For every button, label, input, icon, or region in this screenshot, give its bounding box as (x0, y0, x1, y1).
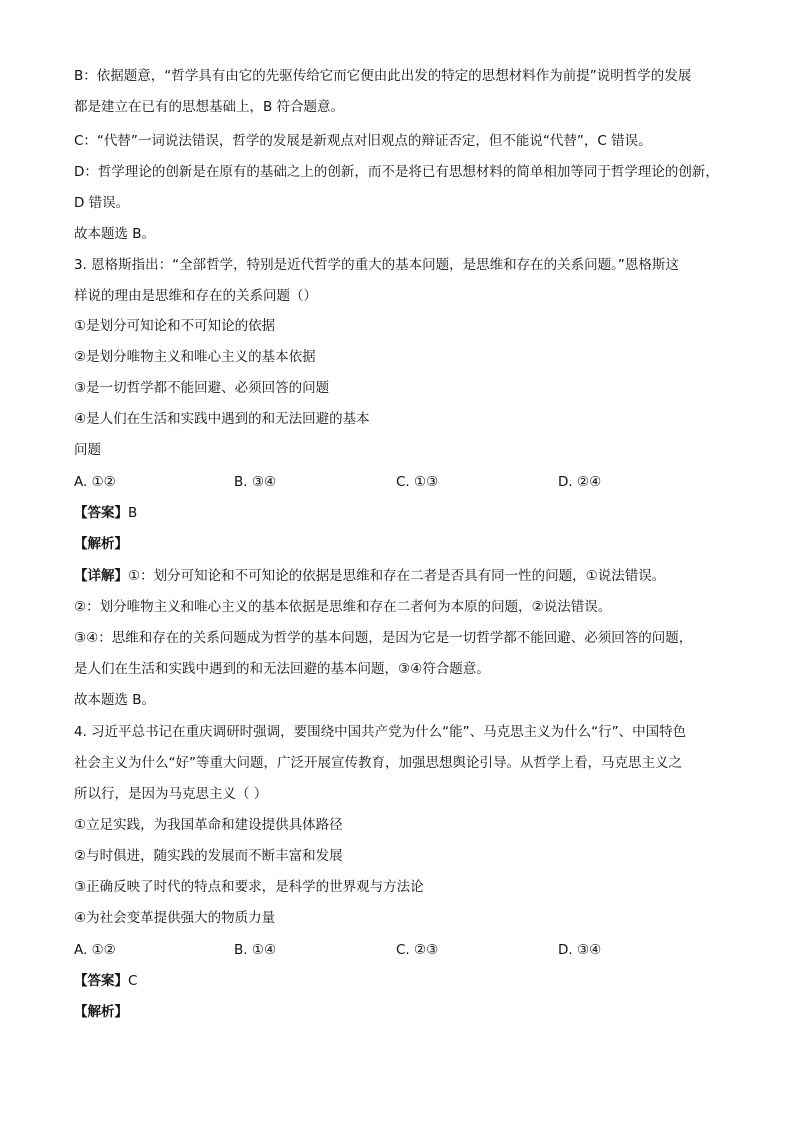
question-4-item: ④为社会变革提供强大的物质力量 (74, 910, 276, 926)
answer-label: 【答案】 (74, 973, 128, 989)
question-3-stem: 3. 恩格斯指出：“全部哲学，特别是近代哲学的重大的基本问题，是思维和存在的关系问题。”恩格斯这 (74, 257, 679, 273)
question-3-item: 问题 (74, 442, 101, 458)
text-line: 都是建立在已有的思想基础上，B 符合题意。 (74, 99, 345, 115)
question-3-option-a: A. ①② (74, 474, 116, 490)
text-line: C：“代替”一词说法错误，哲学的发展是新观点对旧观点的辩证否定，但不能说“代替”，C 错误。 (74, 133, 652, 149)
conclusion-line: 故本题选 B。 (74, 692, 156, 708)
question-4-item: ②与时俱进，随实践的发展而不断丰富和发展 (74, 848, 343, 864)
text-line: D 错误。 (74, 195, 130, 211)
detail-text: ①：划分可知论和不可知论的依据是思维和存在二者是否具有同一性的问题，①说法错误。 (128, 568, 666, 584)
question-3-stem: 样说的理由是思维和存在的关系问题（） (74, 288, 317, 304)
question-3-option-d: D. ②④ (558, 474, 602, 490)
question-4-item: ③正确反映了时代的特点和要求，是科学的世界观与方法论 (74, 879, 424, 895)
question-4-option-d: D. ③④ (558, 942, 602, 958)
question-4-item: ①立足实践，为我国革命和建设提供具体路径 (74, 817, 343, 833)
question-4-answer (74, 971, 734, 991)
question-4-option-b: B. ①④ (234, 942, 277, 958)
question-4-stem: 所以行，是因为马克思主义（ ） (74, 786, 268, 802)
analysis-label: 【解析】 (74, 1004, 128, 1020)
question-3-item: ④是人们在生活和实践中遇到的和无法回避的基本 (74, 411, 370, 427)
question-4-stem: 社会主义为什么“好”等重大问题，广泛开展宣传教育，加强思想舆论引导。从哲学上看，马克思主义之 (74, 755, 682, 771)
question-3-option-b: B. ③④ (234, 474, 277, 490)
analysis-label: 【解析】 (74, 536, 128, 552)
question-4-option-a: A. ①② (74, 942, 116, 958)
question-3-answer (74, 503, 734, 523)
question-3-option-c: C. ①③ (396, 474, 439, 490)
question-3-detail: ③④：思维和存在的关系问题成为哲学的基本问题，是因为它是一切哲学都不能回避、必须回答的问题， (74, 630, 693, 646)
question-3-detail: 是人们在生活和实践中遇到的和无法回避的基本问题，③④符合题意。 (74, 661, 490, 677)
question-3-detail (74, 566, 734, 586)
answer-value: B (128, 505, 138, 521)
detail-label: 【详解】 (74, 568, 128, 584)
question-4-option-c: C. ②③ (396, 942, 439, 958)
conclusion-line: 故本题选 B。 (74, 226, 156, 242)
question-3-item: ①是划分可知论和不可知论的依据 (74, 318, 276, 334)
question-3-detail: ②：划分唯物主义和唯心主义的基本依据是思维和存在二者何为本原的问题，②说法错误。 (74, 599, 612, 615)
text-line: D：哲学理论的创新是在原有的基础之上的创新，而不是将已有思想材料的简单相加等同于哲学理论的创新， (74, 164, 719, 180)
question-3-item: ②是划分唯物主义和唯心主义的基本依据 (74, 349, 316, 365)
answer-label: 【答案】 (74, 505, 128, 521)
question-4-stem: 4. 习近平总书记在重庆调研时强调，要围绕中国共产党为什么“能”、马克思主义为什么“行”、中国特色 (74, 724, 687, 740)
answer-value: C (128, 973, 138, 989)
question-3-item: ③是一切哲学都不能回避、必须回答的问题 (74, 380, 330, 396)
text-line: B：依据题意，“哲学具有由它的先驱传给它而它便由此出发的特定的思想材料作为前提”说明哲学的发展 (74, 68, 692, 84)
